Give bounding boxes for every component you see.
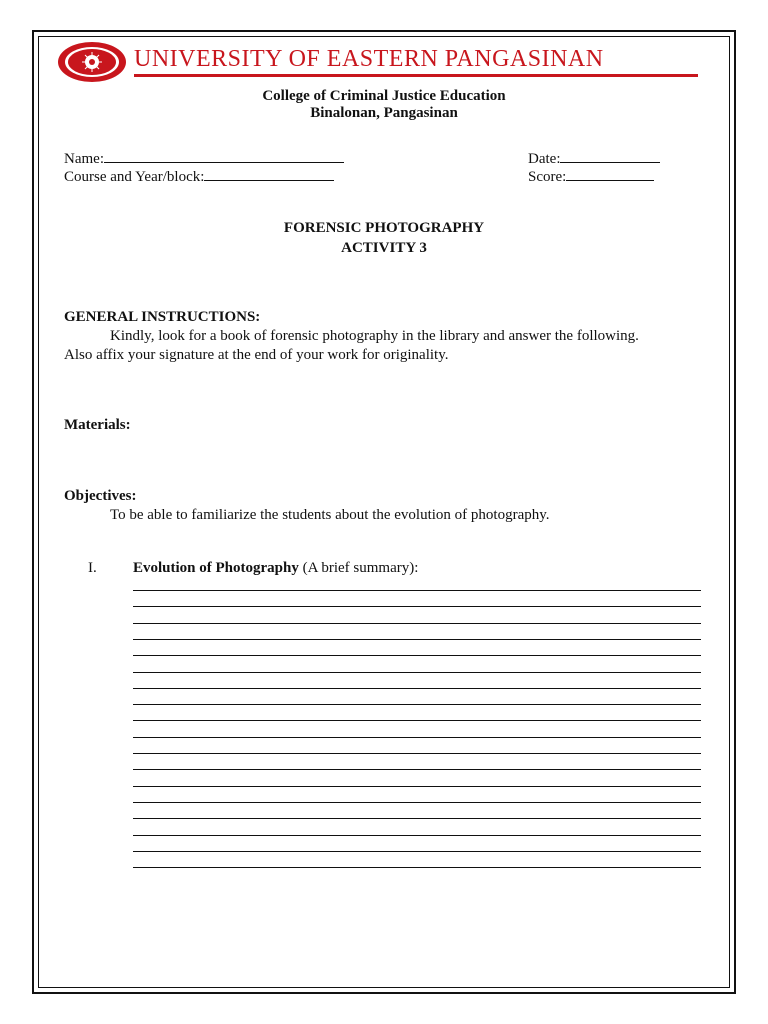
section-subtitle: (A brief summary): <box>302 560 419 576</box>
section-numeral: I. <box>88 560 97 576</box>
objectives-heading: Objectives: <box>64 488 137 504</box>
instructions-line-2: Also affix your signature at the end of your work for originality. <box>64 347 449 363</box>
name-label: Name: <box>64 151 104 167</box>
header-rule <box>134 74 698 77</box>
section-title: Evolution of Photography <box>133 560 299 576</box>
objectives-text: To be able to familiarize the students about the evolution of photography. <box>110 507 550 523</box>
answer-line[interactable] <box>133 802 701 803</box>
instructions-heading: GENERAL INSTRUCTIONS: <box>64 309 261 325</box>
answer-line[interactable] <box>133 704 701 705</box>
name-field[interactable] <box>64 149 344 168</box>
answer-line[interactable] <box>133 769 701 770</box>
materials-heading: Materials: <box>64 417 131 433</box>
course-label: Course and Year/block: <box>64 169 205 185</box>
answer-line[interactable] <box>133 672 701 673</box>
answer-line[interactable] <box>133 737 701 738</box>
answer-line[interactable] <box>133 590 701 591</box>
answer-line[interactable] <box>133 655 701 656</box>
answer-line[interactable] <box>133 851 701 852</box>
instructions-line-1: Kindly, look for a book of forensic photography in the library and answer the following. <box>110 328 639 344</box>
activity-number: ACTIVITY 3 <box>341 240 427 256</box>
university-name: UNIVERSITY OF EASTERN PANGASINAN <box>134 46 604 72</box>
date-field[interactable] <box>528 149 660 168</box>
answer-line[interactable] <box>133 639 701 640</box>
answer-line[interactable] <box>133 753 701 754</box>
answer-line[interactable] <box>133 786 701 787</box>
college-location: Binalonan, Pangasinan <box>310 105 458 121</box>
college-name: College of Criminal Justice Education <box>262 88 506 104</box>
score-label: Score: <box>528 169 567 185</box>
section-heading <box>133 560 418 577</box>
answer-line[interactable] <box>133 623 701 624</box>
answer-line[interactable] <box>133 867 701 868</box>
date-blank[interactable] <box>560 149 660 163</box>
name-blank[interactable] <box>104 149 344 163</box>
answer-line[interactable] <box>133 835 701 836</box>
answer-line[interactable] <box>133 688 701 689</box>
course-field[interactable] <box>64 167 334 186</box>
score-blank[interactable] <box>566 167 654 181</box>
score-field[interactable] <box>528 167 654 186</box>
course-blank[interactable] <box>204 167 334 181</box>
university-seal-logo <box>56 40 128 84</box>
answer-line[interactable] <box>133 606 701 607</box>
answer-line[interactable] <box>133 720 701 721</box>
answer-line[interactable] <box>133 818 701 819</box>
activity-title: FORENSIC PHOTOGRAPHY <box>283 220 485 236</box>
date-label: Date: <box>528 151 561 167</box>
